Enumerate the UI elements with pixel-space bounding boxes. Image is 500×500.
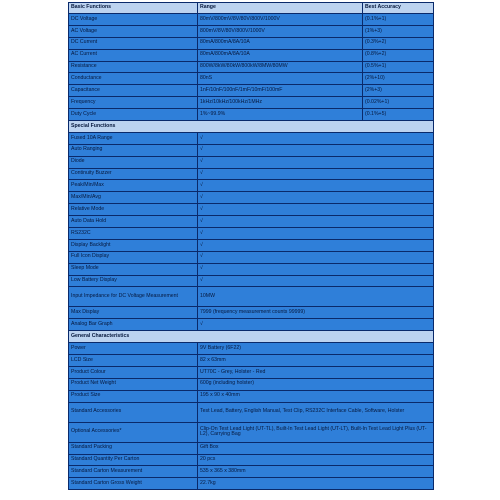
feature-name: Continuity Buzzer [69,168,198,180]
characteristic-value: 20 pcs [198,454,434,466]
function-name: Capacitance [69,85,198,97]
table-row [69,14,434,26]
function-range: 80nS [198,73,363,85]
feature-name: RS232C [69,228,198,240]
characteristic-value: 9V Battery (6F22) [198,343,434,355]
table-row [69,144,434,156]
function-accuracy: (2%+3) [363,85,434,97]
feature-name: Fused 10A Range [69,132,198,144]
feature-name: Analog Bar Graph [69,319,198,331]
characteristic-value: 600g (including holster) [198,378,434,390]
table-row [69,228,434,240]
characteristic-name: Power [69,343,198,355]
table-row [69,287,434,307]
feature-name: Input Impedance for DC Voltage Measurement [69,287,198,307]
feature-value: √ [198,132,434,144]
table-row [69,251,434,263]
function-range: 1nF/10nF/100nF/1mF/10mF/100mF [198,85,363,97]
characteristic-name: Optional Accessories* [69,422,198,442]
header-row [69,3,434,14]
table-row [69,73,434,85]
function-name: AC Current [69,49,198,61]
function-accuracy: (0.1%+1) [363,14,434,26]
table-row [69,263,434,275]
table-row [69,422,434,442]
function-name: DC Current [69,37,198,49]
feature-value: √ [198,156,434,168]
characteristic-name: Standard Packing [69,442,198,454]
characteristic-name: Product Net Weight [69,378,198,390]
feature-name: Full Icon Display [69,251,198,263]
spec-sheet [68,2,433,486]
table-row [69,216,434,228]
characteristic-value: 22.7kg [198,478,434,490]
function-name: Frequency [69,97,198,109]
function-range: 1kHz/10kHz/100kHz/1MHz [198,97,363,109]
section-title: Special Functions [69,121,434,133]
feature-value: 7999 (frequency measurement counts 99999) [198,307,434,319]
function-name: Conductance [69,73,198,85]
function-accuracy: (2%+10) [363,73,434,85]
header-best-accuracy: Best Accuracy [363,3,434,14]
table-row [69,109,434,121]
characteristic-value: 82 x 63mm [198,355,434,367]
function-range: 800mV/8V/80V/800V/1000V [198,25,363,37]
function-accuracy: (1%+3) [363,25,434,37]
feature-name: Low Battery Display [69,275,198,287]
characteristic-name: Standard Carton Measurement [69,466,198,478]
feature-value: √ [198,204,434,216]
table-row [69,49,434,61]
section-title: General Characteristics [69,331,434,343]
table-row [69,180,434,192]
feature-value: √ [198,263,434,275]
function-name: DC Voltage [69,14,198,26]
table-row [69,454,434,466]
function-range: 1%~99.9% [198,109,363,121]
table-row [69,355,434,367]
function-name: Resistance [69,61,198,73]
table-row [69,378,434,390]
table-row [69,366,434,378]
function-accuracy: (0.1%+5) [363,109,434,121]
feature-value: √ [198,144,434,156]
table-row [69,132,434,144]
feature-name: Max Display [69,307,198,319]
characteristic-value: 195 x 90 x 40mm [198,390,434,402]
characteristic-value: Clip-On Test Lead Light (UT-TL), Built-In Test Lead Light (UT-LT), Built-In Test Lead Light Plus (UT-L2), Carrying Bag [198,422,434,442]
table-row [69,204,434,216]
characteristic-name: LCD Size [69,355,198,367]
feature-name: Relative Mode [69,204,198,216]
function-name: Duty Cycle [69,109,198,121]
function-range: 80mA/800mA/8A/10A [198,37,363,49]
function-accuracy: (0.5%+1) [363,61,434,73]
table-row [69,37,434,49]
feature-value: √ [198,251,434,263]
feature-value: √ [198,239,434,251]
characteristic-name: Product Colour [69,366,198,378]
function-range: 80mV/800mV/8V/80V/800V/1000V [198,14,363,26]
characteristic-name: Standard Quantity Per Carton [69,454,198,466]
feature-name: Peak/Min/Max [69,180,198,192]
characteristic-value: UT70C - Grey, Holster - Red [198,366,434,378]
function-range: 80mA/800mA/8A/10A [198,49,363,61]
feature-name: Display Backlight [69,239,198,251]
table-row [69,402,434,422]
spec-table [68,2,434,490]
section-header-general [69,331,434,343]
table-row [69,192,434,204]
feature-name: Diode [69,156,198,168]
table-row [69,25,434,37]
characteristic-name: Standard Accessories [69,402,198,422]
table-row [69,478,434,490]
feature-value: 10MW [198,287,434,307]
function-name: AC Voltage [69,25,198,37]
characteristic-value: Gift Box [198,442,434,454]
header-range: Range [198,3,363,14]
header-basic-functions: Basic Functions [69,3,198,14]
table-row [69,442,434,454]
feature-value: √ [198,168,434,180]
table-row [69,343,434,355]
table-row [69,390,434,402]
characteristic-value: Test Lead, Battery, English Manual, Test Clip, RS232C Interface Cable, Software, Holster [198,402,434,422]
feature-value: √ [198,192,434,204]
characteristic-name: Product Size [69,390,198,402]
table-row [69,61,434,73]
feature-name: Sleep Mode [69,263,198,275]
feature-name: Max/Min/Avg [69,192,198,204]
function-accuracy: (0.8%+2) [363,49,434,61]
function-accuracy: (0.02%+1) [363,97,434,109]
table-row [69,466,434,478]
feature-value: √ [198,180,434,192]
table-row [69,307,434,319]
table-row [69,168,434,180]
function-accuracy: (0.3%+2) [363,37,434,49]
feature-name: Auto Data Hold [69,216,198,228]
section-header-special [69,121,434,133]
table-row [69,239,434,251]
feature-value: √ [198,216,434,228]
table-row [69,275,434,287]
feature-value: √ [198,228,434,240]
feature-name: Auto Ranging [69,144,198,156]
characteristic-value: 535 x 365 x 380mm [198,466,434,478]
feature-value: √ [198,319,434,331]
table-row [69,156,434,168]
feature-value: √ [198,275,434,287]
table-row [69,97,434,109]
function-range: 800W/8kW/80kW/800kW/8MW/80MW [198,61,363,73]
table-row [69,85,434,97]
characteristic-name: Standard Carton Gross Weight [69,478,198,490]
table-row [69,319,434,331]
